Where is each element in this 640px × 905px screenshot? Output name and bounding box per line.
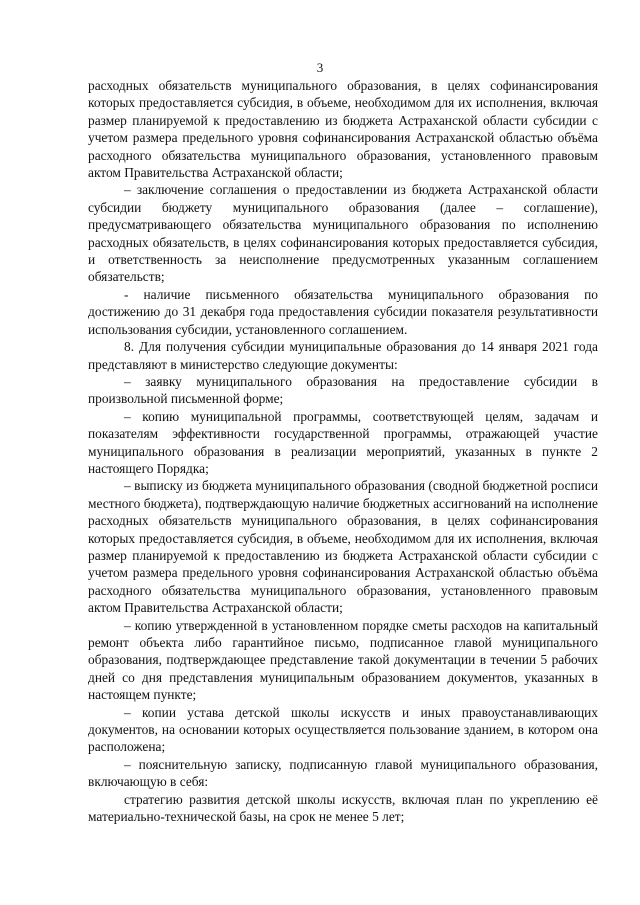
paragraph-charter-copies: – копии устава детской школы искусств и иных правоустанавливающих документов, на основании которых осуществляется пользование зданием, в котором она расположена;	[88, 704, 598, 755]
page-number: 3	[316, 60, 324, 75]
paragraph-budget-extract: – выписку из бюджета муниципального образования (сводной бюджетной росписи местного бюджета), подтверждающую наличие бюджетных ассигнований на исполнение расходных обязательств муниципального образования, в целях софинансирования которых предоставляется субсидия, в объеме, необходимом для их исполнения, включая размер планируемой к предоставлению из бюджета Астраханской области субсидии с учетом размера предельного уровня софинансирования Астраханской областью объёма расходного обязательства муниципального образования, установленного правовым актом Правительства Астраханской области;	[88, 478, 598, 616]
paragraph-agreement: – заключение соглашения о предоставлении из бюджета Астраханской области субсидии бюджету муниципального образования (далее – соглашение), предусматривающего обязательства муниципального образования по исполнению расходных обязательств, в целях софинансирования которых предоставляется субсидия, и ответственность за неисполнение предусмотренных указанным соглашением обязательств;	[88, 182, 598, 285]
paragraph-explanatory-note: – пояснительную записку, подписанную главой муниципального образования, включающую в себя:	[88, 756, 598, 790]
paragraph-municipal-program: – копию муниципальной программы, соответствующей целям, задачам и показателям эффективности государственной программы, отражающей участие муниципального образования в реализации мероприятий, указанных в пункте 2 настоящего Порядка;	[88, 408, 598, 476]
paragraph-development-strategy: стратегию развития детской школы искусств, включая план по укреплению её материально-технической базы, на срок не менее 5 лет;	[88, 791, 598, 825]
document-body	[88, 77, 598, 825]
paragraph-cost-estimate: – копию утвержденной в установленном порядке сметы расходов на капитальный ремонт объекта либо гарантийное письмо, подписанное главой муниципального образования, подтверждающее представление такой документации в течении 5 рабочих дней со дня представления муниципальным образованием документов, указанных в настоящем пункте;	[88, 617, 598, 703]
paragraph-clause-8: 8. Для получения субсидии муниципальные образования до 14 января 2021 года представляют в министерство следующие документы:	[88, 339, 598, 372]
paragraph-continuation: расходных обязательств муниципального образования, в целях софинансирования которых предоставляется субсидия, в объеме, необходимом для их исполнения, включая размер планируемой к предоставлению из бюджета Астраханской области субсидии с учетом размера предельного уровня софинансирования Астраханской областью объёма расходного обязательства муниципального образования, установленного правовым актом Правительства Астраханской области;	[88, 78, 598, 181]
paragraph-application: – заявку муниципального образования на предоставление субсидии в произвольной письменной форме;	[88, 373, 598, 407]
paragraph-written-obligation: - наличие письменного обязательства муниципального образования по достижению до 31 декабря года предоставления субсидии показателя результативности использования субсидии, установленного соглашением.	[88, 286, 598, 337]
